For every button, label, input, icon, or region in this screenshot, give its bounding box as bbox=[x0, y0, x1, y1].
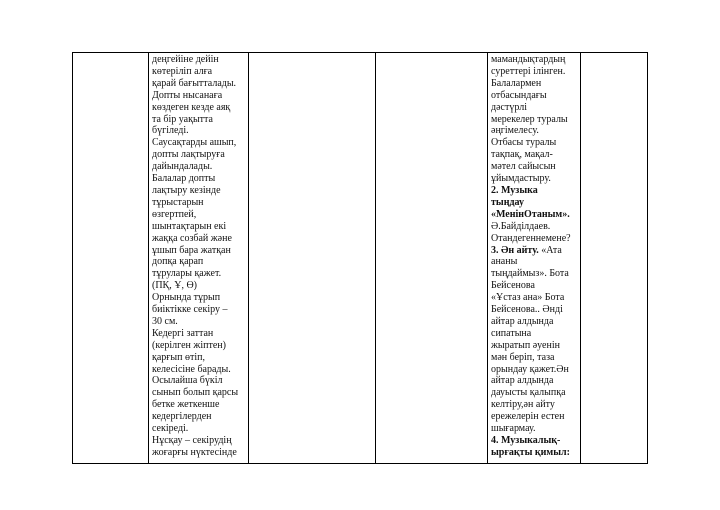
text-line bbox=[491, 328, 577, 340]
text-line bbox=[491, 364, 577, 376]
text-line bbox=[491, 387, 577, 399]
text-line-content: көздеген кезде аяқ bbox=[152, 101, 231, 113]
text-line bbox=[152, 447, 245, 459]
text-line-content: «Ұстаз ана» Бота bbox=[491, 292, 565, 304]
text-line-content: жыратып әуенін bbox=[491, 339, 560, 351]
text-line-content: 30 см. bbox=[152, 315, 178, 327]
text-line bbox=[152, 423, 245, 435]
table-cell-empty-3 bbox=[249, 53, 376, 464]
text-line-content: деңгейіне дейін bbox=[152, 54, 219, 65]
text-line-content: келтіру,ән айту bbox=[491, 399, 555, 411]
text-line bbox=[152, 66, 245, 78]
text-line-content: мерекелер туралы bbox=[491, 113, 568, 125]
table-cell-empty-1 bbox=[73, 53, 149, 464]
text-line-content: «МенінОтаным». bbox=[491, 208, 570, 220]
text-line-content: (керілген жіптен) bbox=[152, 339, 226, 351]
text-line bbox=[491, 209, 577, 221]
text-line-content: Допты нысанаға bbox=[152, 89, 223, 101]
text-line bbox=[491, 375, 577, 387]
text-line bbox=[491, 114, 577, 126]
text-line bbox=[491, 268, 577, 280]
text-line bbox=[152, 256, 245, 268]
text-line bbox=[152, 233, 245, 245]
text-line bbox=[491, 90, 577, 102]
text-line bbox=[491, 304, 577, 316]
text-line bbox=[152, 304, 245, 316]
text-line-content: Осылайша бүкіл bbox=[152, 375, 223, 387]
text-line bbox=[491, 423, 577, 435]
text-line-content: Ә.Байділдаев. bbox=[491, 220, 551, 232]
text-line-content: ұшып бара жатқан bbox=[152, 244, 231, 256]
table-cell-music bbox=[488, 53, 581, 464]
text-line bbox=[491, 78, 577, 90]
text-line bbox=[491, 197, 577, 209]
text-line-content: тақпақ, мақал- bbox=[491, 149, 553, 161]
text-line-content: мәтел сайысын bbox=[491, 161, 556, 173]
text-line bbox=[491, 411, 577, 423]
text-line bbox=[491, 447, 577, 459]
text-line bbox=[152, 114, 245, 126]
text-line bbox=[491, 256, 577, 268]
text-line bbox=[152, 78, 245, 90]
text-line-content: 4. Музыкалық- bbox=[491, 435, 561, 446]
text-line bbox=[491, 54, 577, 66]
text-line-content: айтар алдында bbox=[491, 375, 554, 387]
text-line bbox=[152, 209, 245, 221]
text-line-content: сынып болып қарсы bbox=[152, 387, 239, 399]
text-line bbox=[491, 245, 577, 257]
text-line-content: қарай бағытталады. bbox=[152, 77, 237, 89]
text-line bbox=[152, 328, 245, 340]
table-cell-empty-6 bbox=[581, 53, 648, 464]
music-lesson-text bbox=[491, 54, 577, 459]
text-line bbox=[491, 233, 577, 245]
text-line-content: айтар алдында bbox=[491, 315, 554, 327]
text-line bbox=[152, 90, 245, 102]
text-line bbox=[491, 149, 577, 161]
text-line-content: тыңдаймыз». Бота bbox=[491, 268, 569, 280]
text-line-content: (ПҚ, Ұ, Ө) bbox=[152, 280, 197, 292]
text-line-content: Кедергі заттан bbox=[152, 327, 214, 339]
text-line-content: Балалармен bbox=[491, 77, 542, 89]
text-line-content: Нұсқау – секірудің bbox=[152, 435, 232, 446]
text-line bbox=[152, 387, 245, 399]
text-line bbox=[152, 221, 245, 233]
text-line bbox=[152, 161, 245, 173]
text-line-continuation: «Ата bbox=[538, 244, 562, 256]
text-line-content: 3. Ән айту. bbox=[491, 244, 539, 256]
text-line-content: Саусақтарды ашып, bbox=[152, 137, 237, 149]
text-line bbox=[491, 137, 577, 149]
text-line bbox=[152, 125, 245, 137]
text-line-content: Балалар допты bbox=[152, 173, 216, 185]
text-line-content: тұрыстарын bbox=[152, 196, 204, 208]
text-line-content: ережелерін естен bbox=[491, 411, 565, 423]
text-line-content: дауысты қалыпқа bbox=[491, 387, 566, 399]
text-line-content: кедергілерден bbox=[152, 411, 212, 423]
text-line bbox=[491, 125, 577, 137]
text-line bbox=[152, 197, 245, 209]
text-line bbox=[152, 375, 245, 387]
text-line-content: көтеріліп алға bbox=[152, 65, 213, 77]
text-line-content: орындау қажет.Ән bbox=[491, 363, 569, 375]
text-line-content: сипатына bbox=[491, 327, 532, 339]
text-line-content: Отбасы туралы bbox=[491, 137, 557, 149]
text-line-content: ұйымдастыру. bbox=[491, 173, 551, 185]
physical-education-text bbox=[152, 54, 245, 459]
text-line bbox=[491, 399, 577, 411]
text-line-content: бүгіледі. bbox=[152, 125, 189, 137]
text-line-content: дайындалады. bbox=[152, 161, 213, 173]
text-line-content: жаққа созбай және bbox=[152, 232, 232, 244]
text-line bbox=[152, 364, 245, 376]
text-line bbox=[152, 173, 245, 185]
text-line bbox=[152, 185, 245, 197]
text-line bbox=[152, 102, 245, 114]
text-line bbox=[152, 399, 245, 411]
text-line-content: шынтақтарын екі bbox=[152, 220, 227, 232]
table-cell-empty-4 bbox=[376, 53, 488, 464]
text-line bbox=[152, 292, 245, 304]
text-line bbox=[491, 435, 577, 447]
text-line-content: суреттері ілінген. bbox=[491, 65, 566, 77]
text-line-content: та бір уақытта bbox=[152, 113, 213, 125]
text-line bbox=[491, 292, 577, 304]
text-line bbox=[152, 149, 245, 161]
text-line-content: дәстүрлі bbox=[491, 101, 527, 113]
text-line bbox=[491, 66, 577, 78]
text-line-content: ырғақты қимыл: bbox=[491, 446, 570, 458]
text-line bbox=[491, 161, 577, 173]
text-line-content: шығармау. bbox=[491, 423, 536, 435]
text-line bbox=[491, 221, 577, 233]
text-line bbox=[491, 352, 577, 364]
text-line bbox=[152, 54, 245, 66]
text-line bbox=[491, 316, 577, 328]
text-line bbox=[491, 185, 577, 197]
text-line bbox=[152, 340, 245, 352]
text-line-content: ананы bbox=[491, 256, 518, 268]
text-line bbox=[152, 245, 245, 257]
text-line-content: мән беріп, таза bbox=[491, 351, 555, 363]
lesson-plan-table bbox=[72, 52, 648, 464]
text-line-content: Отандегеннемене? bbox=[491, 232, 571, 244]
text-line bbox=[152, 435, 245, 447]
text-line bbox=[491, 280, 577, 292]
text-line-content: Бейсенова bbox=[491, 280, 535, 292]
text-line-content: лақтыру кезінде bbox=[152, 184, 221, 196]
table-row bbox=[73, 53, 648, 464]
text-line bbox=[491, 340, 577, 352]
text-line-content: тыңдау bbox=[491, 196, 525, 208]
text-line-content: әңгімелесу. bbox=[491, 125, 539, 137]
table-cell-physical-education bbox=[149, 53, 249, 464]
text-line-content: келесісіне барады. bbox=[152, 363, 231, 375]
text-line bbox=[152, 268, 245, 280]
text-line bbox=[491, 173, 577, 185]
text-line bbox=[152, 137, 245, 149]
text-line-content: өзгертпей, bbox=[152, 208, 197, 220]
text-line-content: отбасындағы bbox=[491, 89, 547, 101]
text-line bbox=[152, 352, 245, 364]
text-line-content: жоғарғы нүктесінде bbox=[152, 446, 237, 458]
text-line-content: мамандықтардың bbox=[491, 54, 566, 65]
text-line-content: қарғып өтіп, bbox=[152, 351, 205, 363]
text-line-content: Орнында тұрып bbox=[152, 292, 221, 304]
text-line-content: допқа қарап bbox=[152, 256, 204, 268]
text-line bbox=[491, 102, 577, 114]
text-line bbox=[152, 316, 245, 328]
text-line-content: тұрулары қажет. bbox=[152, 268, 222, 280]
text-line-content: бетке жеткенше bbox=[152, 399, 220, 411]
text-line-content: секіреді. bbox=[152, 423, 189, 435]
text-line bbox=[152, 280, 245, 292]
text-line-content: 2. Музыка bbox=[491, 184, 538, 196]
text-line-content: допты лақтыруға bbox=[152, 149, 225, 161]
text-line bbox=[152, 411, 245, 423]
text-line-content: биіктікке секіру – bbox=[152, 304, 228, 316]
text-line-content: Бейсенова.. Әнді bbox=[491, 304, 563, 316]
